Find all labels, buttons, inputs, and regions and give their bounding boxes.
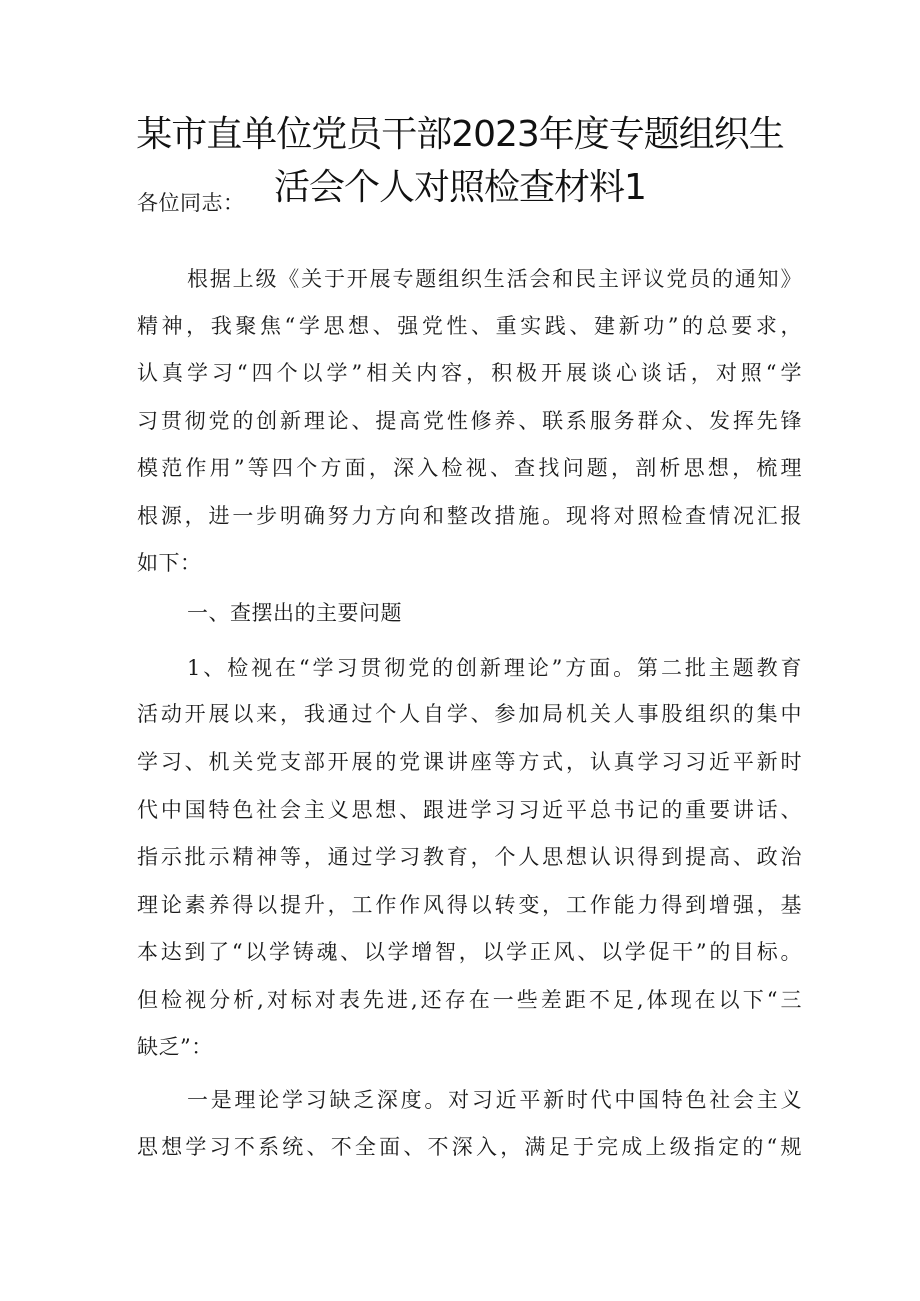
- paragraph-line: 代中国特色社会主义思想、跟进学习习近平总书记的重要讲话、: [137, 798, 802, 822]
- paragraph-line: 精神，我聚焦“学思想、强党性、重实践、建新功”的总要求，: [137, 314, 802, 338]
- section-heading: 一、查摆出的主要问题: [187, 601, 402, 625]
- paragraph-line: 但检视分析,对标对表先进,还存在一些差距不足,体现在以下“三: [137, 988, 802, 1012]
- paragraph-line: 一是理论学习缺乏深度。对习近平新时代中国特色社会主义: [187, 1088, 802, 1112]
- document-title-line-1: 某市直单位党员干部2023年度专题组织生: [136, 114, 784, 155]
- paragraph-line: 思想学习不系统、不全面、不深入，满足于完成上级指定的“规: [137, 1135, 802, 1159]
- paragraph-line: 理论素养得以提升，工作作风得以转变，工作能力得到增强，基: [137, 893, 802, 917]
- paragraph-line: 1、检视在“学习贯彻党的创新理论”方面。第二批主题教育: [187, 656, 802, 680]
- paragraph-line: 模范作用”等四个方面，深入检视、查找问题，剖析思想，梳理: [137, 456, 802, 480]
- document-title-line-2: 活会个人对照检查材料1: [274, 167, 646, 208]
- paragraph-line: 学习、机关党支部开展的党课讲座等方式，认真学习习近平新时: [137, 750, 802, 774]
- paragraph-line: 如下：: [137, 551, 202, 575]
- salutation: 各位同志：: [137, 191, 245, 215]
- paragraph-line: 指示批示精神等，通过学习教育，个人思想认识得到提高、政治: [137, 845, 802, 869]
- paragraph-line: 习贯彻党的创新理论、提高党性修养、联系服务群众、发挥先锋: [137, 409, 802, 433]
- paragraph-line: 本达到了“以学铸魂、以学增智，以学正风、以学促干”的目标。: [137, 940, 802, 964]
- paragraph-line: 根据上级《关于开展专题组织生活会和民主评议党员的通知》: [187, 267, 802, 291]
- paragraph-line: 活动开展以来，我通过个人自学、参加局机关人事股组织的集中: [137, 702, 802, 726]
- paragraph-line: 缺乏”：: [137, 1035, 213, 1059]
- paragraph-line: 根源，进一步明确努力方向和整改措施。现将对照检查情况汇报: [137, 504, 802, 528]
- paragraph-line: 认真学习“四个以学”相关内容，积极开展谈心谈话，对照“学: [137, 361, 802, 385]
